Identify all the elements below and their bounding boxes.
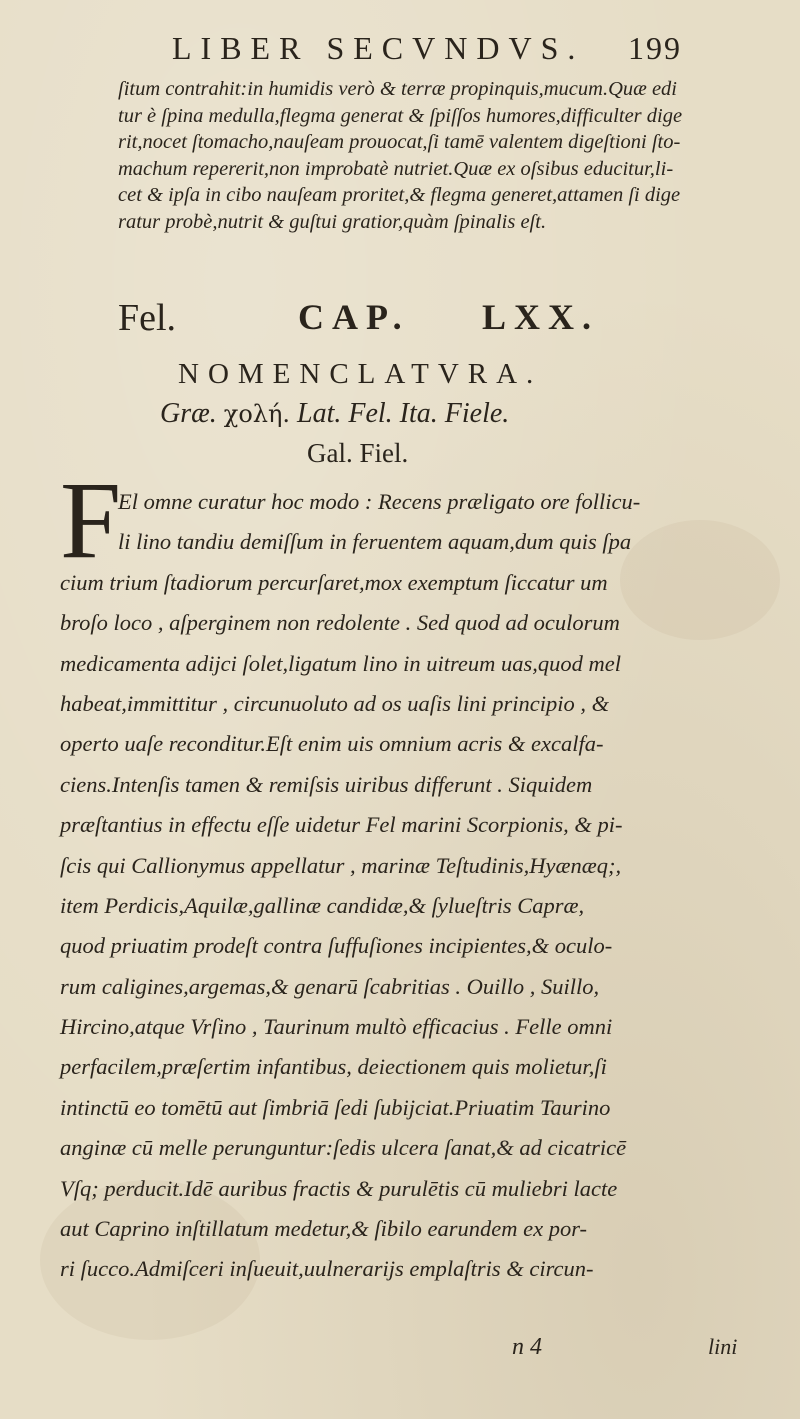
signature-mark: n 4: [512, 1334, 542, 1360]
text-line: broſo loco , aſperginem non redolente . Sed quod ad oculorum: [60, 610, 620, 636]
greek-name: χολή.: [223, 400, 291, 428]
text-line: aut Caprino inſtillatum medetur,& ſibilo earundem ex por-: [60, 1216, 588, 1242]
greek-label: Græ.: [160, 398, 217, 429]
text-line: intinctū eo tomētū aut ſimbriā ſedi ſubijciat.Priuatim Taurino: [60, 1094, 611, 1120]
text-line: rum caligines,argemas,& genarū ſcabritias . Ouillo , Suillo,: [60, 973, 600, 999]
drop-capital: F: [60, 459, 122, 581]
page-header: [0, 30, 800, 74]
page-footer: [0, 1334, 800, 1374]
text-line: anginæ cū melle perunguntur:ſedis ulcera ſanat,& ad cicatricē: [60, 1135, 627, 1161]
text-line: ratur probè,nutrit & guſtui gratior,quàm ſpinalis eſt.: [118, 210, 547, 233]
folio-number: 199: [628, 30, 682, 66]
text-line: ſcis qui Callionymus appellatur , marinæ Teſtudinis,Hyænæq;,: [60, 852, 622, 878]
catchword: lini: [708, 1334, 738, 1359]
text-line: ciens.Intenſis tamen & remiſsis uiribus differunt . Siquidem: [60, 771, 593, 797]
chapter-subject: Fel.: [118, 297, 177, 339]
text-line: machum repererit,non improbatè nutriet.Quæ ex oſsibus educitur,li-: [118, 157, 674, 180]
text-line: operto uaſe reconditur.Eſt enim uis omnium acris & excalfa-: [60, 731, 604, 757]
text-line: cium trium ſtadiorum percurſaret,mox exemptum ſiccatur um: [60, 569, 608, 595]
text-line: ri ſucco.Admiſceri inſueuit,uulnerarijs emplaſtris & circun-: [60, 1256, 594, 1282]
text-line: præſtantius in effectu eſſe uidetur Fel marini Scorpionis, & pi-: [60, 812, 623, 838]
text-line: ſitum contrahit:in humidis verò & terræ propinquis,mucum.Quæ edi: [118, 78, 677, 100]
text-line: El omne curatur hoc modo : Recens præligato ore follicu-: [118, 489, 641, 514]
chapter-label: CAP.: [298, 297, 410, 337]
text-line: Hircino,atque Vrſino , Taurinum multò efficacius . Felle omni: [60, 1014, 613, 1040]
text-line: rit,nocet ſtomacho,nauſeam prouocat,ſi tamē valentem digeſtioni ſto-: [118, 131, 681, 153]
text-line: li lino tandiu demiſſum in feruentem aquam,dum quis ſpa: [118, 529, 632, 555]
continuation-paragraph: [118, 76, 718, 235]
text-line: item Perdicis,Aquilæ,gallinæ candidæ,& ſylueſtris Capræ,: [60, 892, 585, 918]
text-line: medicamenta adijci ſolet,ligatum lino in uitreum uas,quod mel: [60, 650, 621, 676]
text-line: cet & ipſa in cibo nauſeam proritet,& flegma generet,attamen ſi dige: [118, 184, 681, 206]
text-line: habeat,immittitur , circunuoluto ad os uaſis lini principio , &: [60, 690, 610, 716]
chapter-body: [60, 482, 718, 1290]
text-line: quod priuatim prodeſt contra ſuffuſiones incipientes,& oculo-: [60, 933, 613, 959]
text-line: perfacilem,præſertim infantibus, deiectionem quis molietur,ſi: [60, 1054, 607, 1080]
nomenclatura-heading: NOMENCLATVRA.: [178, 358, 543, 390]
text-line: tur è ſpina medulla,flegma generat & ſpiſſos humores,difficulter dige: [118, 104, 683, 127]
chapter-heading: [0, 296, 800, 344]
gallic-name: Gal. Fiel.: [307, 438, 409, 468]
chapter-number: LXX.: [482, 297, 600, 337]
text-line: Vſq; perducit.Idē auribus fractis & purulētis cū muliebri lacte: [60, 1175, 618, 1201]
latin-italian-names: Lat. Fel. Ita. Fiele.: [297, 398, 510, 429]
running-title: LIBER SECVNDVS.: [172, 30, 585, 66]
names-line: [160, 398, 509, 430]
